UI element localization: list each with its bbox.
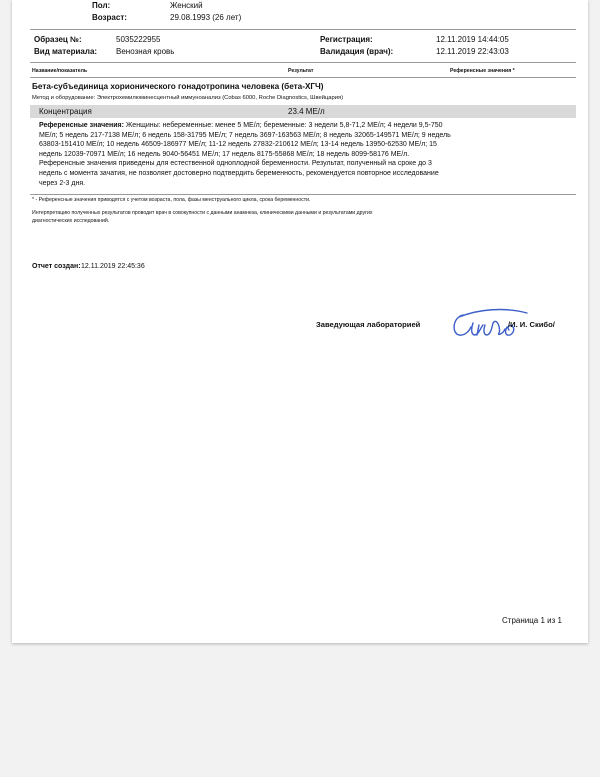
divider [30,194,576,195]
sex-label: Пол: [92,1,111,10]
reference-line: Женщины: небеременные: менее 5 МЕ/л; беременные: 3 недели 5,8-71,2 МЕ/л; 4 недели 9,5-750 [123,122,443,129]
reference-line: через 2-3 дня. [39,179,86,187]
signature-label: Заведующая лабораторией [316,320,421,329]
reference-line: недель с момента зачатия, не позволяет достоверно подтвердить беременность, рекомендуется повторное исследование [39,169,439,177]
validation-label: Валидация (врач): [320,47,394,56]
page-number: Страница 1 из 1 [502,616,562,625]
interpretation-line: Интерпретацию полученных результатов проводит врач в совокупности с данными анамнеза, клиническими данными и результатами других [32,210,373,216]
registration-value: 12.11.2019 14:44:05 [436,35,509,44]
material-value: Венозная кровь [116,47,175,56]
param-value: 23.4 МЕ/л [288,107,325,116]
divider [30,77,576,78]
reference-values [39,121,519,188]
validation-value: 12.11.2019 22:43:03 [436,47,509,56]
sex-value: Женский [170,1,203,10]
reference-line: Референсные значения приведены для естественной одноплодной беременности. Результат, полученный на сроке до 3 [39,160,432,168]
sample-id-value: 5035222955 [116,35,161,44]
reference-line: 63803-151410 МЕ/л; 10 недель 46509-186977 МЕ/л; 11-12 недель 27832-210612 МЕ/л; 13-14 недель 13950-62530 МЕ/л; 15 [39,141,437,149]
registration-label: Регистрация: [320,35,373,44]
divider [30,62,576,63]
param-name: Концентрация [39,107,92,116]
interpretation-line: диагностических исследований. [32,218,110,224]
report-created-value: 12.11.2019 22:45:36 [81,263,145,270]
col-result-header: Результат [288,68,314,74]
col-name-header: Название/показатель [32,68,88,74]
report-created-label: Отчет создан: [32,263,81,270]
test-method: Метод и оборудование: Электрохемилюминесцентный иммуноанализ (Cobas 6000, Roche Diagnostics, Швейцария) [32,95,344,101]
divider [30,29,576,30]
age-value: 29.08.1993 (26 лет) [170,13,242,22]
report-page [12,0,588,643]
reference-line: МЕ/л; 5 недель 217-7138 МЕ/л; 6 недель 158-31795 МЕ/л; 7 недель 3697-163563 МЕ/л; 8 недель 32065-149571 МЕ/л; 9 недель [39,131,451,139]
test-title: Бета-субъединица хорионического гонадотропина человека (бета-ХГЧ) [32,82,324,91]
sample-id-label: Образец №: [34,35,82,44]
col-ref-header: Референсные значения * [450,68,515,74]
reference-line: недель 12039-70971 МЕ/л; 16 недель 9040-56451 МЕ/л; 17 недель 8175-55868 МЕ/л; 18 недель 8099-58176 МЕ/л. [39,150,410,158]
signature-name: /И. И. Скибо/ [508,320,555,329]
age-label: Возраст: [92,13,127,22]
material-label: Вид материала: [34,47,98,56]
reference-label: Референсные значения: [39,122,124,129]
footnote: * - Референсные значения приводятся с учетом возраста, пола, фазы менструального цикла, срока беременности. [32,197,311,203]
